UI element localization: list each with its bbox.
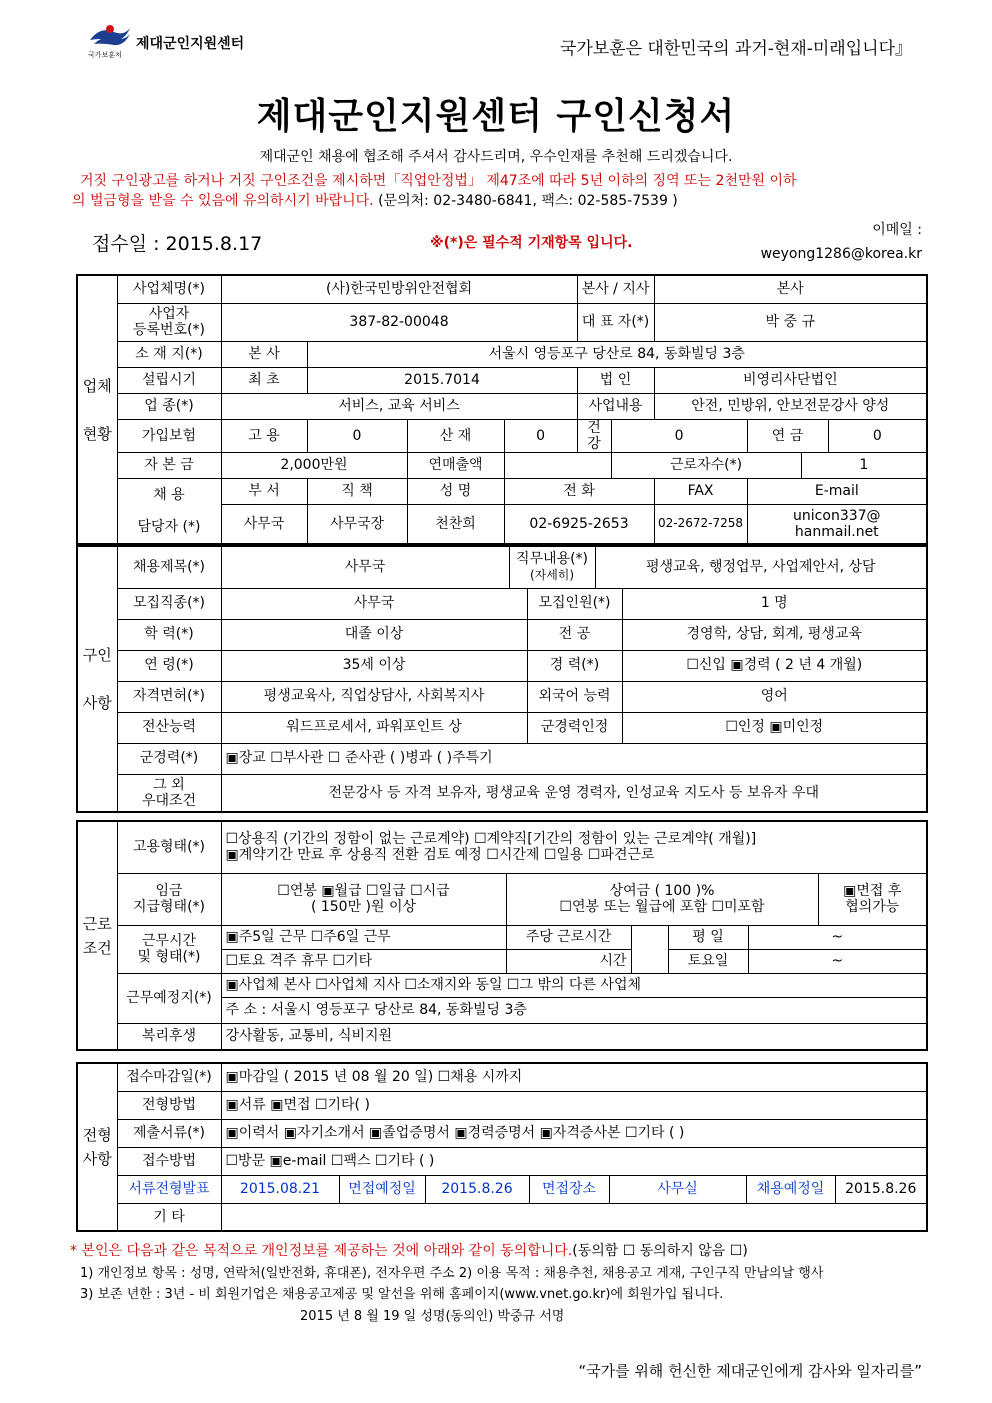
military-value: ▣장교 ☐부사관 ☐ 준사관 ( )병과 ( )주특기: [221, 743, 927, 774]
hours-line-1: ▣주5일 근무 ☐주6일 근무: [221, 925, 506, 949]
consent-statement: * 본인은 다음과 같은 목적으로 개인정보를 제공하는 것에 아래와 같이 동의합니다.: [70, 1243, 573, 1259]
ins-pension-value: 0: [828, 419, 927, 452]
job-title-label: 채용제목(*): [117, 546, 221, 588]
receipt-date: 접수일 : 2015.8.17: [92, 233, 263, 255]
language-label: 외국어 능력: [527, 681, 622, 712]
contact-header-dept: 부 서: [221, 478, 307, 504]
consent-options: (동의함 ☐ 동의하지 않음 ☐): [572, 1243, 748, 1259]
ins-health-value: 0: [611, 419, 747, 452]
education-value: 대졸 이상: [221, 619, 527, 650]
wage-label: 임금 지급형태(*): [117, 873, 221, 925]
sales-label: 연매출액: [407, 452, 504, 478]
location-options: ▣사업체 본사 ☐사업체 지사 ☐소재지와 동일 ☐그 밖의 다른 사업체: [221, 973, 927, 997]
warning-line-2: [72, 190, 678, 210]
age-label: 연 령(*): [117, 650, 221, 681]
regno-value: 387-82-00048: [221, 303, 577, 341]
conditions-section-label: 근로 조건: [77, 821, 117, 1050]
contact-email: unicon337@ hanmail.net: [747, 504, 927, 544]
contact-header-name: 성 명: [407, 478, 504, 504]
language-value: 영어: [622, 681, 927, 712]
contact-header-fax: FAX: [654, 478, 747, 504]
founded-type: 최 초: [221, 367, 307, 393]
duty-label: 직무내용(*) (자세히): [509, 546, 595, 588]
warning-contact: (문의처: 02-3480-6841, 팩스: 02-585-7539 ): [373, 193, 678, 209]
submit-value: ☐방문 ▣e-mail ☐팩스 ☐기타 ( ): [221, 1147, 927, 1175]
doc-result-label: 서류전형발표: [117, 1175, 221, 1203]
contact-header-email: E-mail: [747, 478, 927, 504]
weekday-value: ~: [748, 925, 927, 949]
doc-result-value: 2015.08.21: [221, 1175, 339, 1203]
major-value: 경영학, 상담, 회계, 평생교육: [622, 619, 927, 650]
branch-value: 본사: [654, 275, 927, 303]
saturday-label: 토요일: [668, 949, 748, 973]
headcount-label: 모집인원(*): [527, 588, 622, 619]
position-label: 모집직종(*): [117, 588, 221, 619]
corp-label: 법 인: [577, 367, 654, 393]
company-section-label: 업체 현황: [77, 275, 117, 544]
job-title-value: 사무국: [221, 546, 509, 588]
org-name: 제대군인지원센터: [136, 36, 245, 52]
interview-date-label: 면접예정일: [339, 1175, 425, 1203]
consent-line: [70, 1240, 748, 1260]
method-value: ▣서류 ▣면접 ☐기타( ): [221, 1091, 927, 1119]
weekly-hours-blank: [631, 925, 668, 973]
founded-value: 2015.7014: [307, 367, 577, 393]
ins-employ-label: 고 용: [221, 419, 307, 452]
job-table: [76, 545, 928, 813]
weekly-hours-unit: 시간: [506, 949, 631, 973]
org-sub: 국가보훈처: [88, 51, 122, 59]
ins-industrial-label: 산 재: [407, 419, 504, 452]
ins-health-label: 건 강: [577, 419, 611, 452]
career-label: 경 력(*): [527, 650, 622, 681]
address-value: 서울시 영등포구 당산로 84, 동화빌딩 3층: [307, 341, 927, 367]
license-value: 평생교육사, 직업상담사, 사회복지사: [221, 681, 527, 712]
saturday-value: ~: [748, 949, 927, 973]
contact-header-position: 직 책: [307, 478, 407, 504]
workers-label: 근로자수(*): [611, 452, 801, 478]
consent-date-signature: 2015 년 8 월 19 일 성명(동의인) 박중규 서명: [300, 1309, 565, 1324]
hire-date-value: 2015.8.26: [835, 1175, 927, 1203]
computer-label: 전산능력: [117, 712, 221, 743]
docs-label: 제출서류(*): [117, 1119, 221, 1147]
branch-label: 본사 / 지사: [577, 275, 654, 303]
submit-label: 접수방법: [117, 1147, 221, 1175]
weekday-label: 평 일: [668, 925, 748, 949]
interview-place-label: 면접장소: [529, 1175, 609, 1203]
address-label: 소 재 지(*): [117, 341, 221, 367]
method-label: 전형방법: [117, 1091, 221, 1119]
deadline-label: 접수마감일(*): [117, 1063, 221, 1091]
sales-value: [504, 452, 611, 478]
ceo-value: 박 중 규: [654, 303, 927, 341]
required-note: ※(*)은 필수적 기재항목 입니다.: [430, 235, 633, 251]
process-section-label: 전형 사항: [77, 1063, 117, 1231]
preference-label: 그 외 우대조건: [117, 774, 221, 812]
contact-dept: 사무국: [221, 504, 307, 544]
ceo-label: 대 표 자(*): [577, 303, 654, 341]
hire-date-label: 채용예정일: [746, 1175, 835, 1203]
insurance-label: 가입보험: [117, 419, 221, 452]
deadline-value: ▣마감일 ( 2015 년 08 월 20 일) ☐채용 시까지: [221, 1063, 927, 1091]
military-label: 군경력(*): [117, 743, 221, 774]
company-table: [76, 274, 928, 545]
process-table: [76, 1062, 928, 1232]
major-label: 전 공: [527, 619, 622, 650]
duty-value: 평생교육, 행정업무, 사업제안서, 상담: [595, 546, 927, 588]
etc-value: [221, 1203, 927, 1231]
email-value: weyong1286@korea.kr: [760, 246, 922, 262]
email-label: 이메일 :: [872, 222, 922, 238]
founded-label: 설립시기: [117, 367, 221, 393]
corp-value: 비영리사단법인: [654, 367, 927, 393]
page-title: 제대군인지원센터 구인신청서: [256, 96, 736, 137]
location-address: 주 소 : 서울시 영등포구 당산로 84, 동화빌딩 3층: [221, 997, 927, 1023]
industry-label: 업 종(*): [117, 393, 221, 419]
welfare-label: 복리후생: [117, 1023, 221, 1050]
address-type: 본 사: [221, 341, 307, 367]
logo: [88, 20, 268, 60]
industry-value: 서비스, 교육 서비스: [221, 393, 577, 419]
logo-emblem-icon: [88, 22, 132, 50]
capital-label: 자 본 금: [117, 452, 221, 478]
military-cert-label: 군경력인정: [527, 712, 622, 743]
company-name-label: 사업체명(*): [117, 275, 221, 303]
hours-label: 근무시간 및 형태(*): [117, 925, 221, 973]
warning-line-2-red: 의 벌금형을 받을 수 있음에 유의하시기 바랍니다.: [72, 193, 374, 209]
docs-value: ▣이력서 ▣자기소개서 ▣졸업증명서 ▣경력증명서 ▣자격증사본 ☐기타 ( ): [221, 1119, 927, 1147]
footer-slogan: “국가를 위해 헌신한 제대군인에게 감사와 일자리를”: [578, 1362, 922, 1380]
job-section-label: 구인 사항: [77, 546, 117, 812]
contact-label: 채 용 담당자 (*): [117, 478, 221, 544]
consent-items-1: 1) 개인정보 항목 : 성명, 연락처(일반전화, 휴대폰), 전자우편 주소 2) 이용 목적 : 채용추천, 채용공고 게재, 구인구직 만남의날 행사: [80, 1266, 824, 1281]
computer-value: 워드프로세서, 파워포인트 상: [221, 712, 527, 743]
wage-value: ☐연봉 ▣월급 ☐일급 ☐시급 ( 150만 )원 이상: [221, 873, 506, 925]
interview-negotiable: ▣면접 후 협의가능: [818, 873, 927, 925]
contact-header-phone: 전 화: [504, 478, 654, 504]
consent-items-2: 3) 보존 년한 : 3년 - 비 회원기업은 채용공고제공 및 알선을 위해 홈페이지(www.vnet.go.kr)에 회원가입 됩니다.: [80, 1287, 724, 1302]
career-value: ☐신입 ▣경력 ( 2 년 4 개월): [622, 650, 927, 681]
employment-label: 고용형태(*): [117, 821, 221, 873]
slogan: 국가보훈은 대한민국의 과거-현재-미래입니다』: [559, 39, 912, 59]
age-value: 35세 이상: [221, 650, 527, 681]
position-value: 사무국: [221, 588, 527, 619]
interview-date-value: 2015.8.26: [425, 1175, 529, 1203]
conditions-table: [76, 820, 928, 1051]
business-value: 안전, 민방위, 안보전문강사 양성: [654, 393, 927, 419]
weekly-hours-label: 주당 근로시간: [506, 925, 631, 949]
etc-label: 기 타: [117, 1203, 221, 1231]
contact-position: 사무국장: [307, 504, 407, 544]
location-label: 근무예정지(*): [117, 973, 221, 1023]
ins-industrial-value: 0: [504, 419, 577, 452]
hours-line-2: ☐토요 격주 휴무 ☐기타: [221, 949, 506, 973]
ins-employ-value: 0: [307, 419, 407, 452]
employment-value: ☐상용직 (기간의 정함이 없는 근로계약) ☐계약직[기간의 정함이 있는 근로계약( 개월)] ▣계약기간 만료 후 상용직 전환 검토 예정 ☐시간제 ☐일용 ☐파견근로: [221, 821, 927, 873]
contact-fax: 02-2672-7258: [654, 504, 747, 544]
capital-value: 2,000만원: [221, 452, 407, 478]
contact-phone: 02-6925-2653: [504, 504, 654, 544]
headcount-value: 1 명: [622, 588, 927, 619]
education-label: 학 력(*): [117, 619, 221, 650]
preference-value: 전문강사 등 자격 보유자, 평생교육 운영 경력자, 인성교육 지도사 등 보유자 우대: [221, 774, 927, 812]
warning-line-1: 거짓 구인광고를 하거나 거짓 구인조건을 제시하면「직업안정법」 제47조에 따라 5년 이하의 징역 또는 2천만원 이하: [80, 173, 797, 189]
business-label: 사업내용: [577, 393, 654, 419]
bonus-value: 상여금 ( 100 )% ☐연봉 또는 월급에 포함 ☐미포함: [506, 873, 818, 925]
intro-text: 제대군인 채용에 협조해 주셔서 감사드리며, 우수인재를 추천해 드리겠습니다.: [259, 149, 733, 165]
military-cert-value: ☐인정 ▣미인정: [622, 712, 927, 743]
contact-name: 천찬희: [407, 504, 504, 544]
welfare-value: 강사활동, 교통비, 식비지원: [221, 1023, 927, 1050]
company-name: (사)한국민방위안전협회: [221, 275, 577, 303]
interview-place-value: 사무실: [609, 1175, 746, 1203]
regno-label: 사업자 등록번호(*): [117, 303, 221, 341]
workers-value: 1: [801, 452, 927, 478]
ins-pension-label: 연 금: [747, 419, 828, 452]
license-label: 자격면허(*): [117, 681, 221, 712]
